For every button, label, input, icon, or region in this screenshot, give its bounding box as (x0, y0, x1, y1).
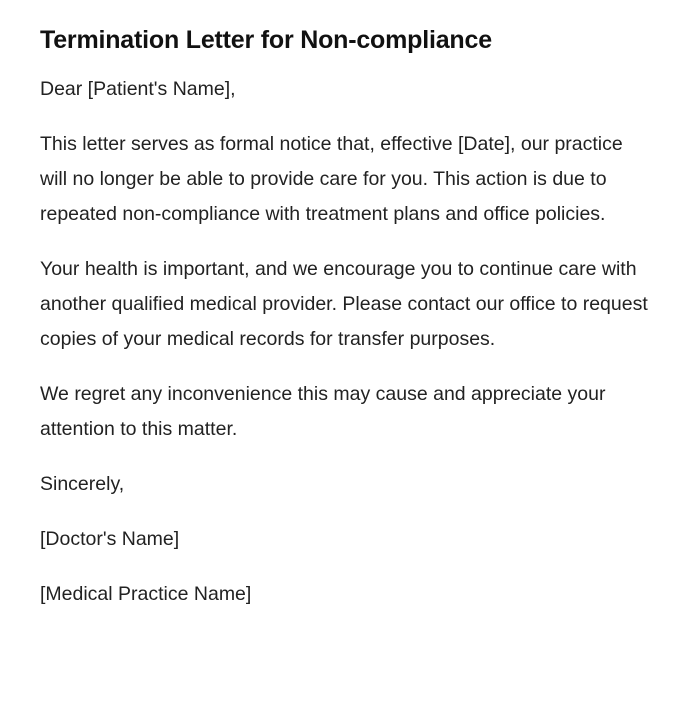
letter-greeting: Dear [Patient's Name], (40, 78, 236, 100)
letter-document (40, 22, 650, 632)
letter-title: Termination Letter for Non-compliance (40, 26, 492, 54)
letter-paragraph-regret: We regret any inconvenience this may cause and appreciate your attention to this matter. (40, 383, 606, 440)
letter-paragraph-notice: This letter serves as formal notice that, effective [Date], our practice will no longer be able to provide care for you. This action is due to repeated non-compliance with treatment plans and office policies. (40, 133, 623, 225)
letter-paragraph-continue-care: Your health is important, and we encourage you to continue care with another qualified medical provider. Please contact our office to request copies of your medical records for transfer purposes. (40, 258, 648, 350)
signature-practice-name: [Medical Practice Name] (40, 583, 252, 605)
letter-closing: Sincerely, (40, 473, 125, 495)
signature-doctor-name: [Doctor's Name] (40, 528, 180, 550)
